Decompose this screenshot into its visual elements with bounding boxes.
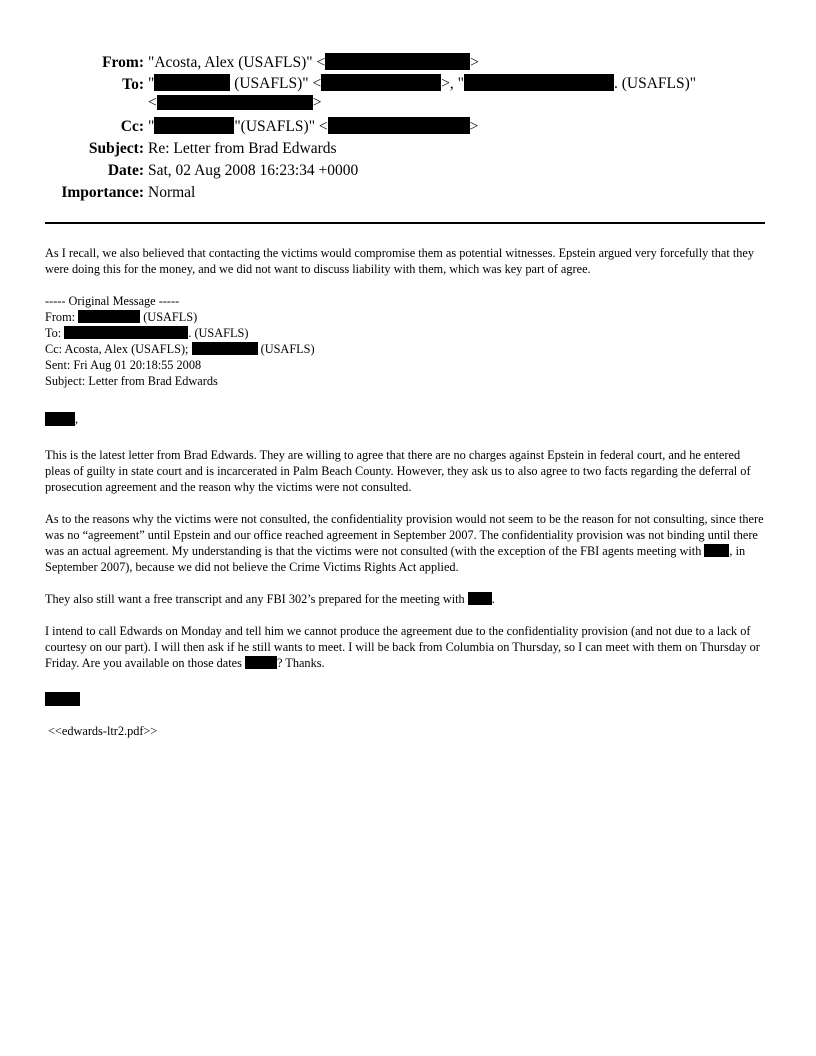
original-divider: ----- Original Message ----- bbox=[45, 294, 180, 308]
importance-label: Importance: bbox=[61, 184, 144, 201]
original-cc bbox=[45, 341, 767, 357]
redaction bbox=[45, 692, 80, 706]
redaction bbox=[154, 74, 230, 91]
cc-label: Cc: bbox=[120, 118, 144, 135]
letter-paragraph-4-start: I intend to call Edwards on Monday and tell him we cannot produce the agreement due to the confidentiality provision (and not due to a lack of courtesy on our part). I will then ask if he still wants to meet. I will be back from Columbia on Thursday, so I can meet with them on Thursday or Friday. Are you available on those dates bbox=[45, 624, 760, 670]
header-divider bbox=[45, 222, 765, 224]
redaction bbox=[78, 310, 140, 323]
header-subject-row bbox=[0, 138, 816, 160]
gt: > bbox=[469, 118, 479, 135]
letter-paragraph-4 bbox=[45, 623, 767, 671]
subject-label: Subject: bbox=[88, 140, 144, 157]
letter-paragraph-3-end: . bbox=[491, 592, 495, 606]
original-from bbox=[45, 309, 767, 325]
redaction bbox=[468, 592, 492, 605]
original-message-header bbox=[45, 293, 767, 389]
original-to-suffix: . (USAFLS) bbox=[188, 326, 249, 340]
original-sent: Sent: Fri Aug 01 20:18:55 2008 bbox=[45, 358, 202, 372]
email-body bbox=[45, 245, 767, 755]
cc-recipient: "(USAFLS)" < bbox=[234, 118, 328, 135]
importance-value: Normal bbox=[148, 184, 196, 201]
original-cc-suffix: (USAFLS) bbox=[257, 342, 315, 356]
original-to-prefix: To: bbox=[45, 326, 65, 340]
original-from-suffix: (USAFLS) bbox=[140, 310, 198, 324]
header-from-row bbox=[0, 52, 816, 74]
redaction bbox=[704, 544, 729, 557]
letter-paragraph-3-start: They also still want a free transcript and any FBI 302’s prepared for the meeting with bbox=[45, 592, 468, 606]
letter-paragraph-2 bbox=[45, 511, 767, 575]
header-to-row bbox=[0, 74, 816, 114]
redaction bbox=[464, 74, 614, 91]
lt: < bbox=[148, 94, 157, 111]
original-from-prefix: From: bbox=[45, 310, 79, 324]
attachment-name[interactable]: <<edwards-ltr2.pdf>> bbox=[48, 724, 158, 738]
redaction bbox=[64, 326, 188, 339]
letter-paragraph-2-start: As to the reasons why the victims were not consulted, the confidentiality provision would not seem to be the reason for not consulting, since there was no “agreement” until Epstein and our office reached agreement in September 2007. The confidentiality provision was not binding until there was an actual agreement. My understanding is that the victims were not consulted (with the exception of the FBI agents meeting with bbox=[45, 512, 764, 558]
reply-paragraph: As I recall, we also believed that contacting the victims would compromise them as potential witnesses. Epstein argued very forcefully that they were doing this for the money, and we did not want to discuss liability with them, which was key part of agree. bbox=[45, 246, 755, 276]
redaction bbox=[45, 412, 75, 426]
original-subject: Subject: Letter from Brad Edwards bbox=[45, 374, 218, 388]
header-cc-row bbox=[0, 116, 816, 138]
gt: > bbox=[312, 94, 322, 111]
redaction bbox=[192, 342, 258, 355]
date-label: Date: bbox=[107, 162, 144, 179]
to-recipient-1: (USAFLS)" < bbox=[230, 75, 322, 92]
redaction bbox=[154, 117, 234, 134]
header-date-row bbox=[0, 160, 816, 182]
to-separator: >, " bbox=[441, 75, 465, 92]
from-label: From: bbox=[102, 54, 144, 71]
email-header bbox=[0, 52, 816, 204]
to-value bbox=[148, 74, 696, 112]
letter-paragraph-4-end: ? Thanks. bbox=[277, 656, 325, 670]
cc-value bbox=[148, 116, 478, 138]
letter-paragraph-1: This is the latest letter from Brad Edwards. They are willing to agree that there are no charges against Epstein in federal court, and he entered pleas of guilty in state court and is incarcerated in Palm Beach County. However, they ask us to also agree to two facts regarding the deferral of prosecution agreement and the reason why the victims were not consulted. bbox=[45, 448, 751, 494]
redaction bbox=[245, 656, 277, 669]
header-importance-row bbox=[0, 182, 816, 204]
redaction bbox=[325, 53, 470, 70]
original-cc-prefix: Cc: Acosta, Alex (USAFLS); bbox=[45, 342, 192, 356]
to-quote: " bbox=[148, 75, 155, 92]
redaction bbox=[157, 95, 313, 110]
from-name: "Acosta, Alex (USAFLS)" < bbox=[148, 54, 326, 71]
subject-value: Re: Letter from Brad Edwards bbox=[148, 140, 337, 157]
original-to bbox=[45, 325, 767, 341]
signature bbox=[45, 691, 767, 707]
redaction bbox=[321, 74, 441, 91]
to-label: To: bbox=[122, 76, 144, 93]
to-recipient-2: . (USAFLS)" bbox=[614, 75, 697, 92]
date-value: Sat, 02 Aug 2008 16:23:34 +0000 bbox=[148, 162, 359, 179]
letter-paragraph-2-end: , in September 2007), because we did not believe the Crime Victims Rights Act applied. bbox=[45, 544, 746, 574]
letter-paragraph-3 bbox=[45, 591, 767, 607]
redaction bbox=[328, 117, 470, 134]
gt: > bbox=[470, 54, 480, 71]
cc-quote: " bbox=[148, 118, 155, 135]
greeting-comma: , bbox=[75, 412, 79, 426]
greeting bbox=[45, 411, 767, 427]
from-value bbox=[148, 52, 479, 74]
